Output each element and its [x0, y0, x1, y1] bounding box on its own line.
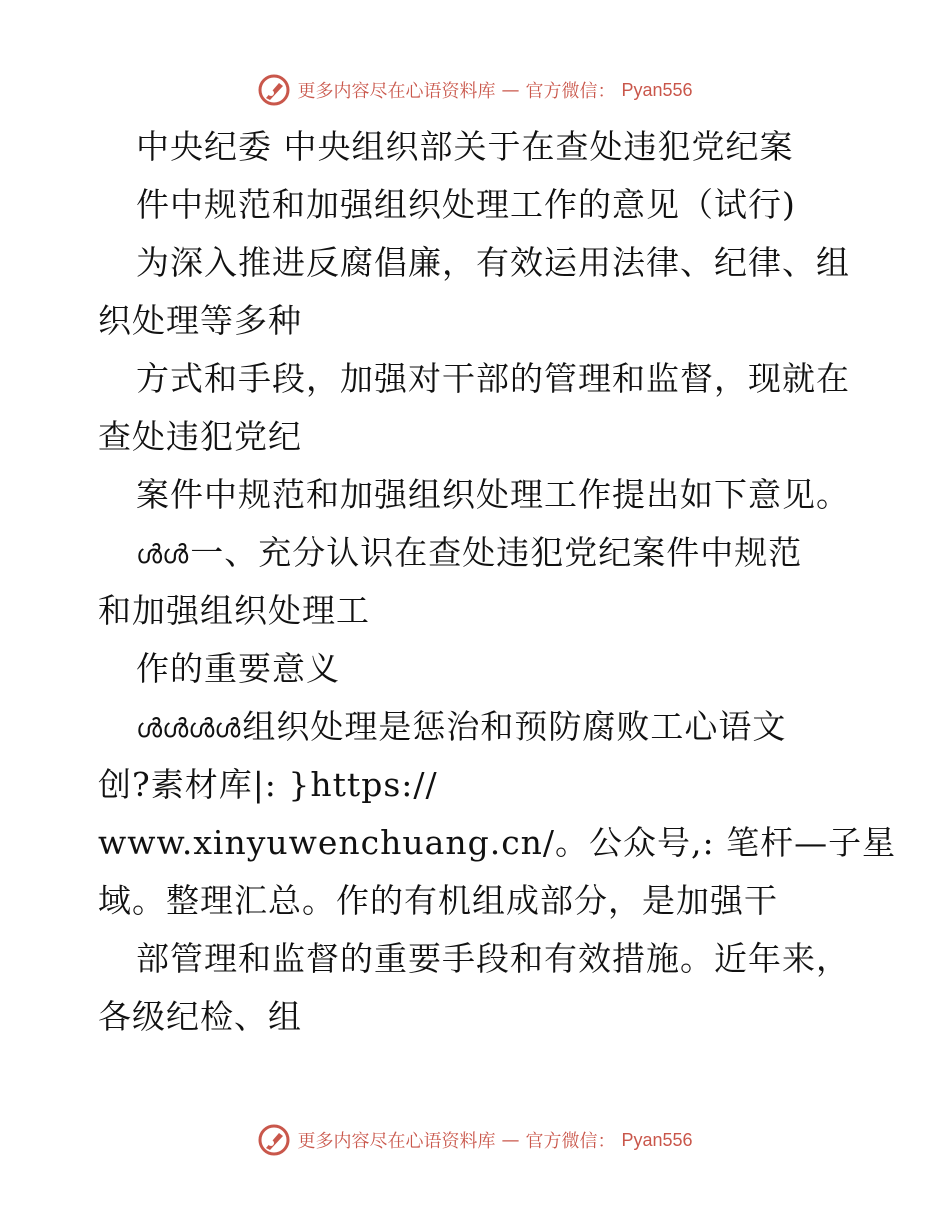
document-body	[98, 118, 897, 1046]
title-line-1: 中央纪委 中央组织部关于在查处违犯党纪案	[136, 127, 794, 166]
ornament-icon: ൾൾൾൾ	[136, 714, 241, 744]
paragraph-line: 为深入推进反腐倡廉，有效运用法律、纪律、组	[136, 243, 850, 282]
ornament-icon: ൾൾ	[136, 540, 189, 570]
paragraph-line: 域。整理汇总。作的有机组成部分，是加强干	[98, 881, 778, 920]
banner-separator: —	[501, 79, 520, 101]
pen-logo-icon	[257, 1123, 291, 1157]
paragraph-line: 各级纪检、组	[98, 997, 302, 1036]
banner-brand-text: 更多内容尽在心语资料库	[297, 81, 496, 102]
paragraph-text: 组织处理是惩治和预防腐败工心语文	[242, 707, 787, 746]
footer-watermark-banner	[0, 1120, 950, 1160]
banner-wechat-label: 官方微信：	[525, 81, 616, 102]
section-heading-text: 一、充分认识在查处违犯党纪案件中规范	[190, 533, 803, 572]
banner-wechat-id: Pyan556	[621, 1129, 693, 1150]
paragraph-line: 织处理等多种	[98, 301, 302, 340]
title-line-2: 件中规范和加强组织处理工作的意见（试行)	[136, 185, 796, 224]
section-heading-line: 作的重要意义	[136, 649, 340, 688]
pen-logo-icon	[257, 73, 291, 107]
banner-separator: —	[501, 1129, 520, 1151]
paragraph-line: 创?素材库|: }https://	[98, 765, 438, 804]
section-heading-line: 和加强组织处理工	[98, 591, 370, 630]
paragraph-line: 查处违犯党纪	[98, 417, 302, 456]
banner-wechat-label: 官方微信：	[525, 1131, 616, 1152]
section-heading-line	[98, 524, 858, 582]
header-watermark-banner	[0, 70, 950, 110]
banner-brand-text: 更多内容尽在心语资料库	[297, 1131, 496, 1152]
banner-wechat-id: Pyan556	[621, 79, 693, 100]
paragraph-line	[98, 698, 858, 756]
paragraph-line: 案件中规范和加强组织处理工作提出如下意见。	[136, 475, 850, 514]
paragraph-line: www.xinyuwenchuang.cn/。公众号,: 笔杆—子星	[98, 823, 897, 862]
paragraph-line: 部管理和监督的重要手段和有效措施。近年来，	[136, 939, 850, 978]
paragraph-line: 方式和手段，加强对干部的管理和监督，现就在	[136, 359, 850, 398]
